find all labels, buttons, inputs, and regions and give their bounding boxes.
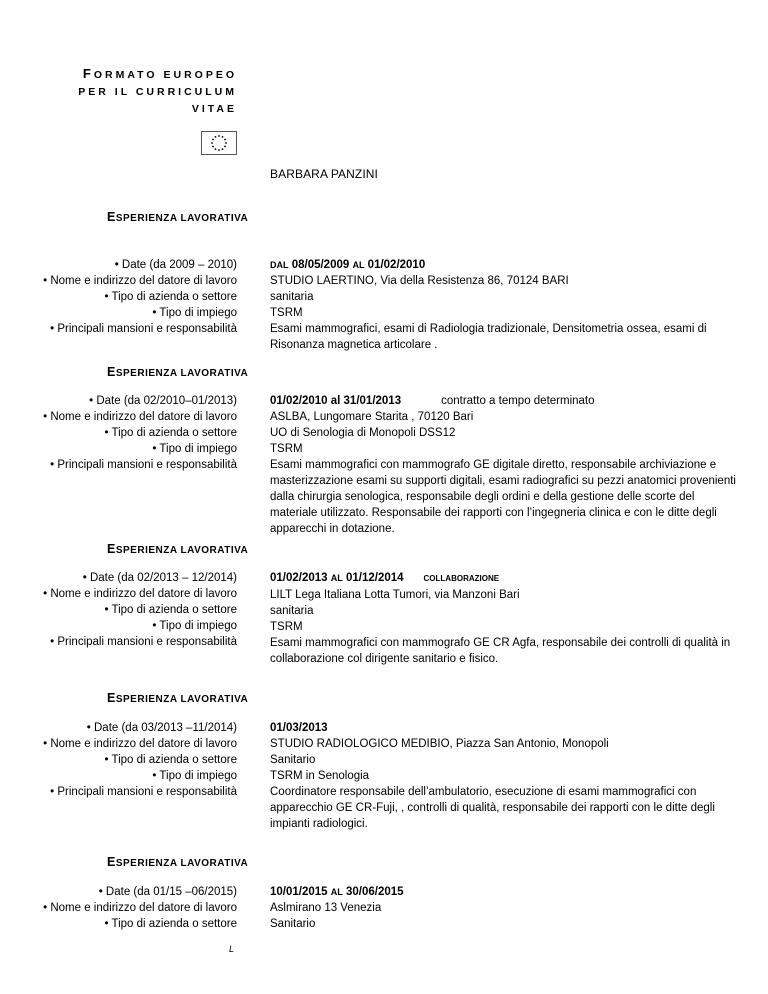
field-values — [270, 720, 740, 832]
job-type-value: TSRM — [270, 307, 303, 319]
job-type-value: TSRM in Senologia — [270, 770, 370, 782]
field-values — [270, 570, 740, 667]
dates-value: 10/01/2015 AL 30/06/2015 — [270, 886, 404, 898]
section-title: ESPERIENZA LAVORATIVA — [107, 542, 249, 556]
sector-label: • Tipo di azienda o settore — [104, 754, 237, 766]
dates-value: 01/02/2013 AL 01/12/2014 COLLABORAZIONE — [270, 572, 500, 584]
duties-value: Esami mammografici con mammografo GE digitale diretto, responsabile archiviazione e masterizzazione esami su supporti digitali, esami radiografici su pezzi anatomici provenienti dalla chirurgia senologica, responsabile degli ordini e della gestione delle scorte del materiale utilizzato. Responsabile dei rapporti con l’ingegneria clinica e con le ditte degli apparecchi in dotazione. — [270, 459, 736, 535]
sector-label: • Tipo di azienda o settore — [104, 604, 237, 616]
sector-value: UO di Senologia di Monopoli DSS12 — [270, 427, 456, 439]
field-labels — [0, 393, 237, 473]
field-labels — [0, 884, 237, 932]
field-labels — [0, 257, 237, 337]
duties-value: Coordinatore responsabile dell’ambulatorio, esecuzione di esami mammografici con apparecchio GE CR-Fuji, , controlli di qualità, responsabile dei rapporti con le ditte degli impianti radiologici. — [270, 786, 715, 830]
sector-label: • Tipo di azienda o settore — [104, 918, 237, 930]
sector-value: Sanitario — [270, 918, 316, 930]
dates-value: DAL 08/05/2009 AL 01/02/2010 — [270, 259, 426, 271]
title-line-3: VITAE — [191, 103, 237, 115]
dates-label: • Date (da 03/2013 –11/2014) — [86, 722, 237, 734]
section-title: ESPERIENZA LAVORATIVA — [107, 855, 249, 869]
employer-value: STUDIO RADIOLOGICO MEDIBIO, Piazza San Antonio, Monopoli — [270, 738, 609, 750]
employer-label: • Nome e indirizzo del datore di lavoro — [43, 902, 237, 914]
job-type-label: • Tipo di impiego — [152, 770, 237, 782]
employer-label: • Nome e indirizzo del datore di lavoro — [43, 588, 237, 600]
candidate-name: BARBARA PANZINI — [270, 167, 378, 181]
job-type-value: TSRM — [270, 621, 303, 633]
dates-label: • Date (da 02/2013 – 12/2014) — [82, 572, 237, 584]
title-line-2: PER IL CURRICULUM — [78, 86, 237, 98]
employer-value: LILT Lega Italiana Lotta Tumori, via Manzoni Bari — [270, 589, 520, 601]
section-title: ESPERIENZA LAVORATIVA — [107, 365, 249, 379]
job-type-label: • Tipo di impiego — [152, 307, 237, 319]
sector-label: • Tipo di azienda o settore — [104, 291, 237, 303]
document-title — [40, 65, 237, 118]
employer-label: • Nome e indirizzo del datore di lavoro — [43, 275, 237, 287]
eu-flag-icon — [201, 131, 237, 155]
duties-label: • Principali mansioni e responsabilità — [50, 636, 237, 648]
employer-value: Aslmirano 13 Venezia — [270, 902, 382, 914]
field-labels — [0, 720, 237, 800]
sector-value: sanitaria — [270, 605, 314, 617]
sector-value: Sanitario — [270, 754, 316, 766]
dates-value: 01/02/2010 al 31/01/2013 contratto a tempo determinato — [270, 395, 595, 407]
section-title: ESPERIENZA LAVORATIVA — [107, 691, 249, 705]
title-initial: F — [82, 66, 94, 81]
employer-label: • Nome e indirizzo del datore di lavoro — [43, 738, 237, 750]
job-type-label: • Tipo di impiego — [152, 620, 237, 632]
page-footer-mark: L — [229, 944, 235, 954]
title-line-1: ORMATO EUROPEO — [93, 69, 237, 81]
job-type-label: • Tipo di impiego — [152, 443, 237, 455]
field-labels — [0, 570, 237, 650]
employer-value: STUDIO LAERTINO, Via della Resistenza 86, 70124 BARI — [270, 275, 569, 287]
duties-label: • Principali mansioni e responsabilità — [50, 786, 237, 798]
duties-value: Esami mammografici, esami di Radiologia tradizionale, Densitometria ossea, esami di Risonanza magnetica articolare . — [270, 323, 707, 351]
duties-label: • Principali mansioni e responsabilità — [50, 459, 237, 471]
field-values — [270, 884, 740, 932]
sector-label: • Tipo di azienda o settore — [104, 427, 237, 439]
field-values — [270, 393, 740, 537]
job-type-value: TSRM — [270, 443, 303, 455]
dates-label: • Date (da 01/15 –06/2015) — [98, 886, 237, 898]
field-values — [270, 257, 740, 353]
dates-label: • Date (da 02/2010–01/2013) — [89, 395, 237, 407]
section-title: ESPERIENZA LAVORATIVA — [107, 210, 249, 224]
dates-label: • Date (da 2009 – 2010) — [114, 259, 237, 271]
sector-value: sanitaria — [270, 291, 314, 303]
employer-label: • Nome e indirizzo del datore di lavoro — [43, 411, 237, 423]
duties-label: • Principali mansioni e responsabilità — [50, 323, 237, 335]
employer-value: ASLBA, Lungomare Starita , 70120 Bari — [270, 411, 474, 423]
dates-value: 01/03/2013 — [270, 722, 328, 734]
duties-value: Esami mammografici con mammografo GE CR Agfa, responsabile dei controlli di qualità in collaborazione col dirigente sanitario e fisico. — [270, 637, 731, 665]
